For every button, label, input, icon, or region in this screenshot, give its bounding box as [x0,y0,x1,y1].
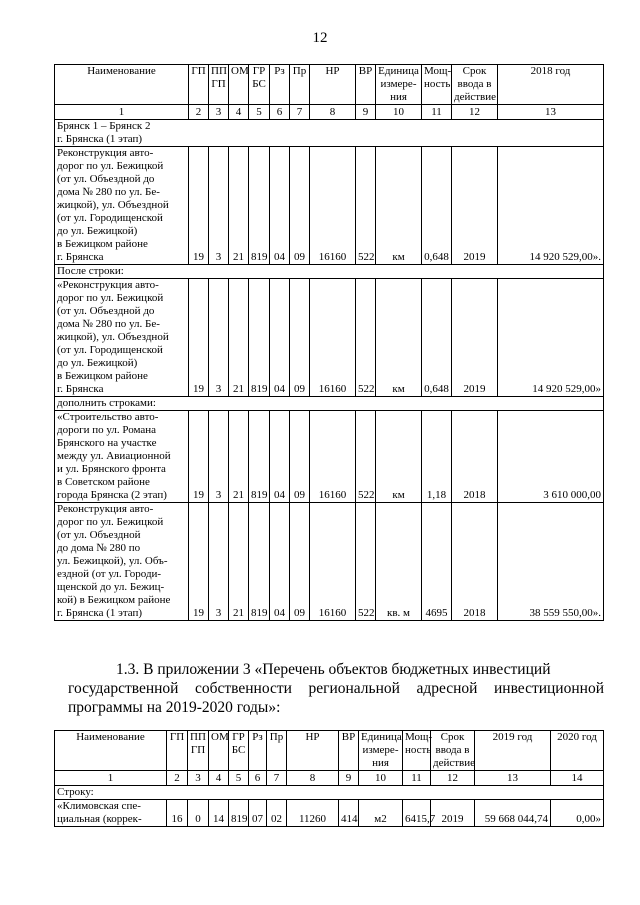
column-number: 10 [359,771,403,786]
column-number: 4 [209,771,229,786]
cell-rz: 04 [270,503,290,621]
column-number: 12 [431,771,475,786]
header-cell: ГР БС [249,65,270,105]
cell-year: 2019 [431,800,475,827]
column-number: 4 [229,105,249,120]
cell-nr: 16160 [310,411,356,503]
cell-gp: 19 [189,503,209,621]
cell-name: Реконструкция авто- дорог по ул. Бежицкой (от ул. Объездной до дома № 280 по ул. Бе- жицкой), ул. Объездной (от ул. Городищенской до ул. Бежицкой) в Бежицком районе г. Брянска [55,147,189,265]
column-number: 7 [290,105,310,120]
cell-grbs: 819 [249,147,270,265]
header-cell: Срок ввода в действие [431,731,475,771]
column-number: 1 [55,771,167,786]
cell-unit: м2 [359,800,403,827]
cell-amount-2018: 14 920 529,00». [498,147,604,265]
header-cell: Рз [249,731,267,771]
cell-gp: 19 [189,147,209,265]
section-label: Брянск 1 – Брянск 2 г. Брянска (1 этап) [55,120,604,147]
section-label: дополнить строками: [55,397,604,411]
header-cell: 2018 год [498,65,604,105]
column-number: 3 [209,105,229,120]
cell-rz: 04 [270,411,290,503]
paragraph-rest: государственной собственности региональной адресной инвестиционной программы на 2019-2020 годы»: [68,680,604,716]
cell-pr: 02 [267,800,287,827]
cell-unit: км [376,279,422,397]
cell-amount-2018: 14 920 529,00» [498,279,604,397]
cell-year: 2018 [452,503,498,621]
header-cell: Рз [270,65,290,105]
cell-vr: 522 [356,279,376,397]
cell-rz: 04 [270,147,290,265]
table-header-row [55,731,604,771]
cell-vr: 414 [339,800,359,827]
cell-nr: 16160 [310,147,356,265]
column-number: 6 [249,771,267,786]
cell-capacity: 6415,7 [403,800,431,827]
table-row [55,503,604,621]
column-number: 5 [249,105,270,120]
cell-name: «Строительство авто- дороги по ул. Романа Брянского на участке между ул. Авиационной и ул. Брянского фронта в Советском районе города Брянска (2 этап) [55,411,189,503]
cell-amount-2018: 3 610 000,00 [498,411,604,503]
cell-ppgp: 3 [209,279,229,397]
cell-name: «Реконструкция авто- дорог по ул. Бежицкой (от ул. Объездной до дома № 280 по ул. Бе- жицкой), ул. Объездной (от ул. Городищенской до ул. Бежицкой) в Бежицком районе г. Брянска [55,279,189,397]
header-cell: Единица измере-ния [359,731,403,771]
header-cell: НР [287,731,339,771]
header-cell: ВР [356,65,376,105]
column-number: 9 [339,771,359,786]
column-number: 8 [287,771,339,786]
paragraph-1-3 [68,660,604,717]
table-objects-2018 [54,64,604,621]
cell-unit: км [376,147,422,265]
cell-pr: 09 [290,411,310,503]
cell-unit: кв. м [376,503,422,621]
header-cell: НР [310,65,356,105]
cell-capacity: 1,18 [422,411,452,503]
column-number: 14 [551,771,604,786]
cell-pr: 09 [290,147,310,265]
cell-amount-2019: 59 668 044,74 [475,800,551,827]
header-cell: Мощ-ность [422,65,452,105]
column-number: 5 [229,771,249,786]
column-number: 2 [167,771,188,786]
section-row [55,265,604,279]
cell-year: 2018 [452,411,498,503]
column-number: 2 [189,105,209,120]
cell-gp: 16 [167,800,188,827]
cell-ppgp: 3 [209,147,229,265]
header-cell: ГП [189,65,209,105]
cell-gp: 19 [189,411,209,503]
column-number: 13 [475,771,551,786]
column-number: 7 [267,771,287,786]
header-cell: ПП ГП [209,65,229,105]
cell-capacity: 4695 [422,503,452,621]
page-number: 12 [312,30,328,46]
table-row [55,147,604,265]
cell-pr: 09 [290,503,310,621]
header-cell: ГР БС [229,731,249,771]
cell-rz: 07 [249,800,267,827]
column-number: 9 [356,105,376,120]
cell-om: 14 [209,800,229,827]
cell-nr: 16160 [310,503,356,621]
table-objects-2019-2020 [54,730,604,827]
column-number: 11 [422,105,452,120]
column-number: 1 [55,105,189,120]
header-cell: Наименование [55,731,167,771]
cell-om: 21 [229,279,249,397]
cell-amount-2018: 38 559 550,00». [498,503,604,621]
header-cell: ОМ [229,65,249,105]
cell-grbs: 819 [249,279,270,397]
column-number: 3 [188,771,209,786]
cell-ppgp: 3 [209,411,229,503]
table-row [55,800,604,827]
cell-om: 21 [229,503,249,621]
cell-unit: км [376,411,422,503]
column-number: 11 [403,771,431,786]
column-number: 6 [270,105,290,120]
header-cell: 2020 год [551,731,604,771]
table-row [55,411,604,503]
section-row [55,120,604,147]
cell-nr: 16160 [310,279,356,397]
cell-name: Реконструкция авто- дорог по ул. Бежицкой (от ул. Объездной до дома № 280 по ул. Бежицкой), ул. Объ- ездной (от ул. Городи- щенской до ул. Бежиц- кой) в Бежицком районе г. Брянска (1 этап) [55,503,189,621]
cell-nr: 11260 [287,800,339,827]
cell-name: «Климовская спе- циальная (коррек- [55,800,167,827]
column-number-row [55,105,604,120]
header-cell: ОМ [209,731,229,771]
column-number: 10 [376,105,422,120]
cell-grbs: 819 [229,800,249,827]
cell-ppgp: 0 [188,800,209,827]
column-number: 13 [498,105,604,120]
cell-ppgp: 3 [209,503,229,621]
header-cell: Пр [290,65,310,105]
cell-pr: 09 [290,279,310,397]
header-cell: Пр [267,731,287,771]
section-label: После строки: [55,265,604,279]
cell-year: 2019 [452,279,498,397]
cell-year: 2019 [452,147,498,265]
cell-grbs: 819 [249,503,270,621]
cell-vr: 522 [356,411,376,503]
column-number: 12 [452,105,498,120]
cell-capacity: 0,648 [422,147,452,265]
header-cell: ПП ГП [188,731,209,771]
column-number: 8 [310,105,356,120]
cell-om: 21 [229,411,249,503]
cell-gp: 19 [189,279,209,397]
header-cell: 2019 год [475,731,551,771]
cell-vr: 522 [356,147,376,265]
column-number-row [55,771,604,786]
section-row [55,397,604,411]
header-cell: Наименование [55,65,189,105]
section-label: Строку: [55,786,604,800]
table-header-row [55,65,604,105]
header-cell: Мощ-ность [403,731,431,771]
cell-om: 21 [229,147,249,265]
cell-grbs: 819 [249,411,270,503]
header-cell: Срок ввода в действие [452,65,498,105]
section-row [55,786,604,800]
cell-amount-2020: 0,00» [551,800,604,827]
header-cell: ГП [167,731,188,771]
header-cell: ВР [339,731,359,771]
cell-rz: 04 [270,279,290,397]
cell-vr: 522 [356,503,376,621]
paragraph-line-1: 1.3. В приложении 3 «Перечень объектов бюджетных инвестиций [116,661,551,678]
header-cell: Единица измере-ния [376,65,422,105]
table-row [55,279,604,397]
cell-capacity: 0,648 [422,279,452,397]
